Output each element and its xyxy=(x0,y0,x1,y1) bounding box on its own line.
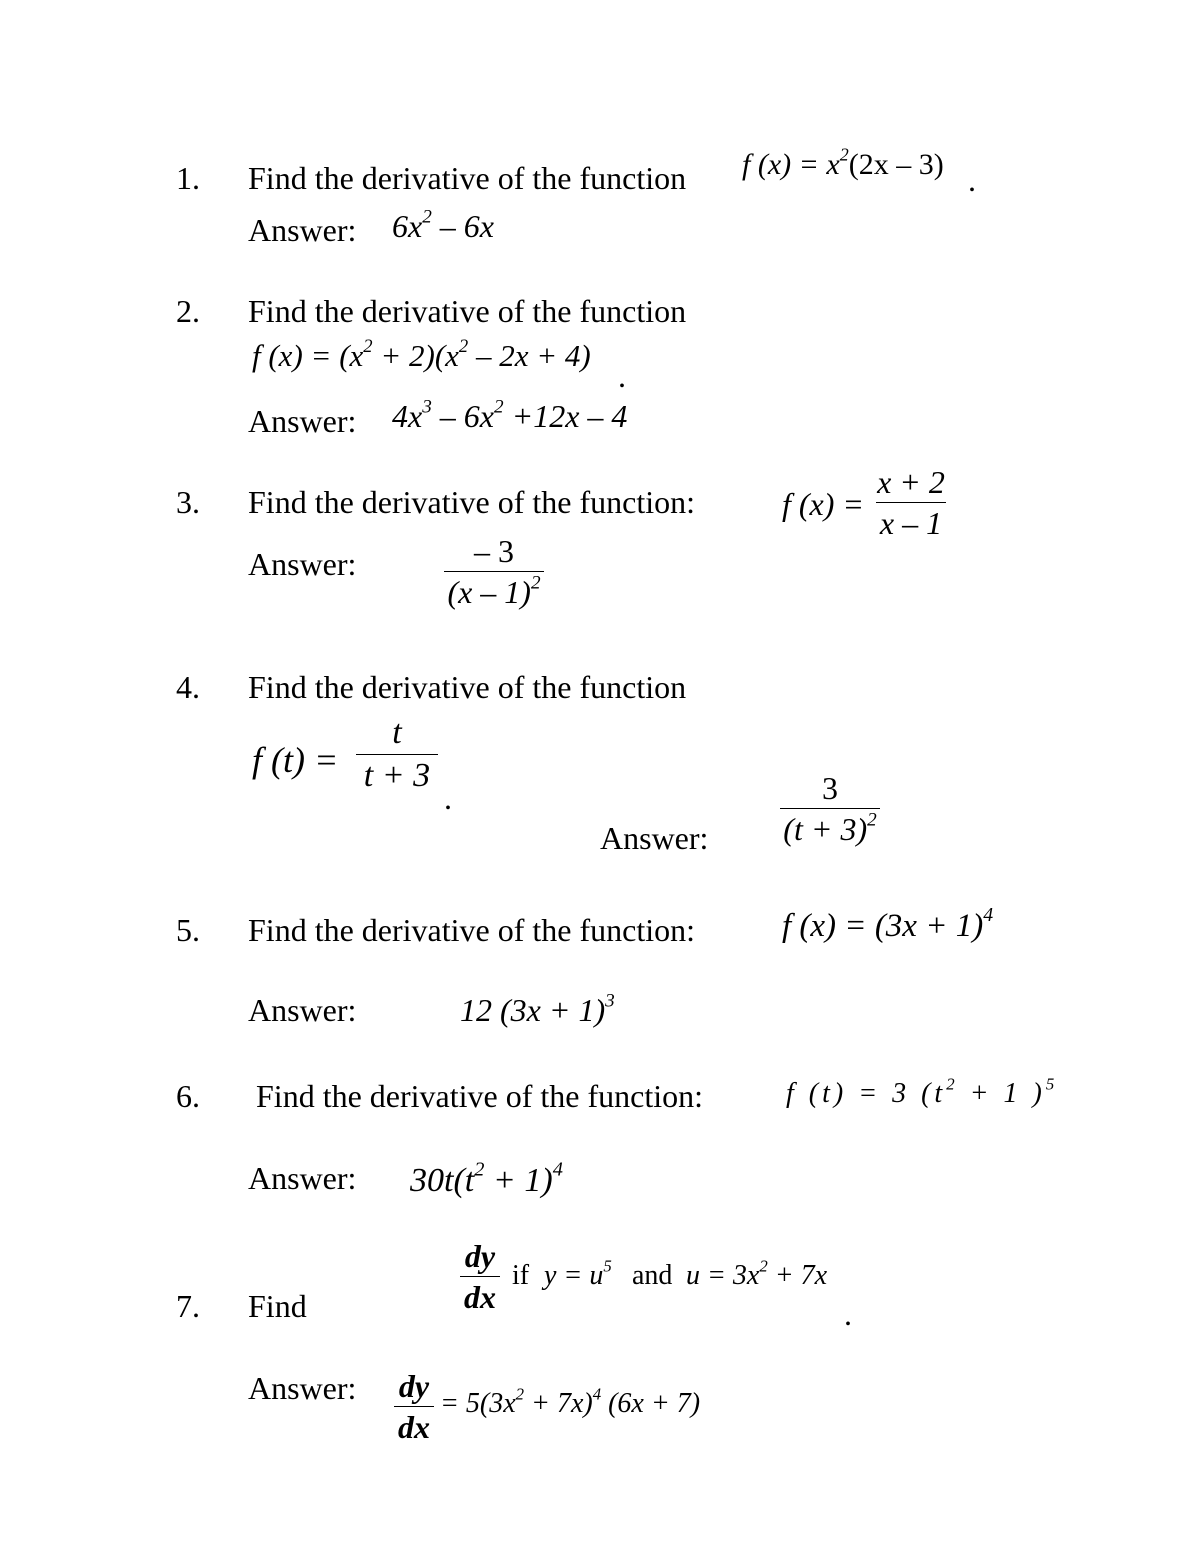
answer-fraction xyxy=(780,772,880,845)
answer-label: Answer: xyxy=(248,1370,357,1406)
answer-fraction xyxy=(444,535,544,608)
problem-prompt: Find xyxy=(248,1288,307,1324)
denominator: t + 3 xyxy=(363,757,431,794)
numerator: x + 2 xyxy=(877,464,945,500)
problem-prompt: Find the derivative of the function: xyxy=(248,912,695,948)
numerator: – 3 xyxy=(474,533,514,569)
answer-label: Answer: xyxy=(248,403,357,439)
numerator: dy xyxy=(398,1368,430,1404)
fraction-bar xyxy=(394,1406,434,1407)
answer-label: Answer: xyxy=(248,546,357,582)
fraction-bar xyxy=(876,502,946,503)
derivative-fraction xyxy=(460,1240,500,1313)
answer-expression: $6x^2 - 6x$ xyxy=(392,206,494,244)
condition-if: if xyxy=(512,1260,530,1291)
problem-number: 5. xyxy=(176,912,200,948)
problem-number: 2. xyxy=(176,293,200,329)
condition-and: and xyxy=(632,1260,673,1291)
fraction-bar xyxy=(444,571,544,572)
problem-number: 4. xyxy=(176,669,200,705)
condition-y: $y = u^5$ xyxy=(544,1256,612,1291)
problem-function: f $(x) = (x^2 + 2)(x^2 - 2x + 4)$ xyxy=(252,336,591,373)
answer-expression: $30t(t^2 + 1)^4$ xyxy=(410,1158,563,1199)
problem-function: f (t) = 3 ($t^2 + 1$ )$^5$ xyxy=(786,1074,1059,1109)
numerator: 3 xyxy=(822,770,838,806)
denominator: dx xyxy=(398,1409,430,1445)
problem-prompt: Find the derivative of the function xyxy=(248,293,687,329)
answer-expression: $4x^3 - 6x^2 +12x - 4$ xyxy=(392,396,628,434)
fraction-bar xyxy=(356,754,438,755)
problem-number: 7. xyxy=(176,1288,200,1324)
problem-function: f $(x) = (3x + 1)^4$ xyxy=(782,904,994,944)
problem-prompt: Find the derivative of the function: xyxy=(248,484,695,520)
function-fraction xyxy=(356,716,438,793)
answer-expression: 12 $(3x + 1)^3$ xyxy=(460,990,615,1028)
answer-label: Answer: xyxy=(248,1160,357,1196)
numerator: dy xyxy=(464,1238,496,1274)
period: . xyxy=(618,358,626,394)
problem-number: 3. xyxy=(176,484,200,520)
problem-prompt: Find the derivative of the function: xyxy=(256,1078,703,1114)
answer-label: Answer: xyxy=(248,212,357,248)
denominator: $(t + 3)^2$ xyxy=(783,809,877,847)
condition-u: $u = 3x^2 + 7x$ xyxy=(686,1256,828,1291)
denominator: dx xyxy=(464,1279,496,1315)
problem-number: 1. xyxy=(176,160,200,196)
fraction-bar xyxy=(780,808,880,809)
period: . xyxy=(444,780,452,816)
problem-function: f $(x) = x^2(2x - 3)$ xyxy=(742,144,944,181)
answer-label: Answer: xyxy=(600,820,709,856)
problem-prompt: Find the derivative of the function xyxy=(248,160,687,196)
period: . xyxy=(968,162,976,198)
problem-prompt: Find the derivative of the function xyxy=(248,669,687,705)
answer-label: Answer: xyxy=(248,992,357,1028)
function-fraction xyxy=(876,466,946,539)
fraction-bar xyxy=(460,1276,500,1277)
period: . xyxy=(844,1296,852,1332)
function-lhs: f (x) = xyxy=(782,486,864,522)
denominator: (x – 1)$^2$ xyxy=(447,572,541,610)
numerator: t xyxy=(392,714,402,751)
problem-number: 6. xyxy=(176,1078,200,1114)
denominator: x – 1 xyxy=(879,505,943,541)
answer-derivative-fraction xyxy=(394,1370,434,1443)
answer-expression: = $5(3x^2 + 7x)^4$ (6x + 7) xyxy=(440,1384,701,1419)
function-lhs: f (t) = xyxy=(252,740,339,780)
